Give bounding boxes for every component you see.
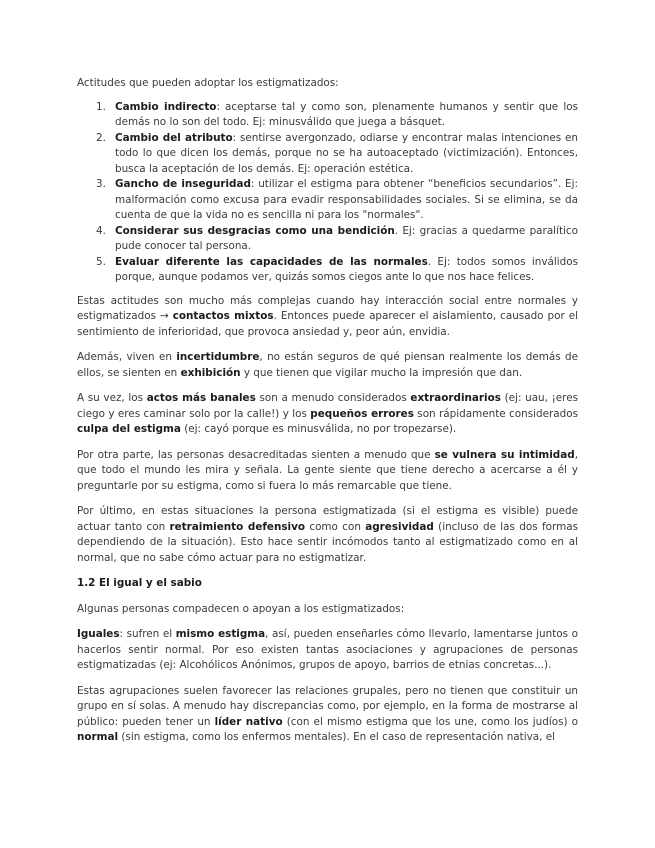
list-item xyxy=(77,100,578,131)
text-run: como con xyxy=(305,520,366,533)
text-run: (incluso de las dos formas dependiendo de la situación). Esto hace sentir incómodos tanto al estigmatizado como en al normal, que no sabe cómo actuar para no estigmatizar. xyxy=(77,520,578,564)
text-run: (ej: cayó porque es minusválida, no por tropezarse). xyxy=(180,423,457,435)
list-item xyxy=(77,224,578,255)
list-item xyxy=(77,177,578,224)
list-text: : sentirse avergonzado, odiarse y encontrar malas intenciones en todo lo que dicen los demás, porque no se ha autoaceptado (victimización). Entonces, busca la aceptación de los demás. Ej: operación estética. xyxy=(115,131,578,175)
paragraph-support: Algunas personas compadecen o apoyan a los estigmatizados: xyxy=(77,602,405,615)
bold-term: culpa del estigma xyxy=(77,423,181,435)
bold-term: actos más banales xyxy=(146,392,256,404)
list-term: Cambio indirecto xyxy=(115,100,217,113)
list-number: 3. xyxy=(96,178,106,190)
bold-term: mismo estigma xyxy=(175,628,266,640)
text-run: son rápidamente considerados xyxy=(413,407,579,420)
list-number: 4. xyxy=(96,224,106,237)
list-term: Gancho de inseguridad xyxy=(115,178,251,190)
paragraph-equals xyxy=(77,627,578,674)
text-run: Estas actitudes son mucho más complejas cuando hay interacción social entre normales y estigmatizados → xyxy=(77,294,578,322)
attitudes-list xyxy=(77,100,578,286)
paragraph-intimacy xyxy=(77,448,578,495)
list-text: : aceptarse tal y como son, plenamente humanos y sentir que los demás no lo son del todo. Ej: minusválido que juega a básquet. xyxy=(115,100,578,128)
text-run: , así, pueden enseñarles cómo llevarlo, lamentarse juntos o hacerlos sentir normal. Por eso existen tantas asociaciones y agrupaciones de personas estigmatizadas (ej: Alcohólicos Anónimos, grupos de apoyo, barrios de etnias concretas...). xyxy=(77,628,579,671)
text-run: y que tienen que vigilar mucho la impresión que dan. xyxy=(240,366,523,379)
paragraph-groups xyxy=(77,684,578,746)
text-run: , no están seguros de qué piensan realmente los demás de ellos, se sienten en xyxy=(77,351,579,379)
text-run: A su vez, los xyxy=(77,392,147,404)
bold-term: pequeños errores xyxy=(310,407,414,420)
bold-term: retraimiento defensivo xyxy=(169,520,306,533)
paragraph-banal-acts xyxy=(77,391,578,438)
text-run: Por otra parte, las personas desacreditadas sienten a menudo que xyxy=(77,448,435,461)
text-run: (sin estigma, como los enfermos mentales). En el caso de representación nativa, el xyxy=(118,731,556,743)
text-run: , que todo el mundo les mira y señala. La gente siente que tiene derecho a acercarse a él y preguntarle por su estigma, como si fuera lo más remarcable que tiene. xyxy=(77,448,578,492)
text-run: Además, viven en xyxy=(77,351,177,363)
list-term: Evaluar diferente las capacidades de las normales xyxy=(115,255,428,268)
paragraph-uncertainty xyxy=(77,350,578,381)
text-run: : sufren el xyxy=(119,628,176,640)
paragraph-mixed-contacts xyxy=(77,294,578,341)
bold-term: contactos mixtos xyxy=(172,310,274,322)
bold-term: se vulnera su intimidad xyxy=(434,448,575,461)
list-term: Cambio del atributo xyxy=(115,131,233,144)
bold-term: extraordinarios xyxy=(410,392,501,404)
list-text: . Ej: todos somos inválidos porque, aunque podamos ver, quizás somos ciegos ante lo que nos hace felices. xyxy=(115,255,578,283)
list-number: 5. xyxy=(96,255,106,268)
list-text: : utilizar el estigma para obtener “beneficios secundarios”. Ej: malformación como excusa para evadir responsabilidades sociales. Si se elimina, se da cuenta de que la vida no es sencilla ni para los "normales". xyxy=(115,178,578,221)
text-run: . Entonces puede aparecer el aislamiento, causado por el sentimiento de inferioridad, que provoca ansiedad y, peor aún, envidia. xyxy=(77,310,579,338)
intro-text: Actitudes que pueden adoptar los estigmatizados: xyxy=(77,77,339,89)
bold-term: Iguales xyxy=(77,628,120,640)
section-heading: 1.2 El igual y el sabio xyxy=(77,577,202,589)
list-item xyxy=(77,255,578,286)
text-run: Por último, en estas situaciones la persona estigmatizada (si el estigma es visible) puede actuar tanto con xyxy=(77,505,578,533)
bold-term: normal xyxy=(77,731,119,743)
bold-term: líder nativo xyxy=(214,715,283,728)
bold-term: exhibición xyxy=(180,366,241,379)
text-run: Estas agrupaciones suelen favorecer las relaciones grupales, pero no tienen que constituir un grupo en sí solas. A menudo hay discrepancias como, por ejemplo, en la forma de mostrarse al público: pueden tener un xyxy=(77,684,578,728)
list-number: 2. xyxy=(96,131,106,144)
paragraph-defensive xyxy=(77,504,578,566)
bold-term: incertidumbre xyxy=(176,351,260,363)
bold-term: agresividad xyxy=(365,520,434,533)
text-run: son a menudo considerados xyxy=(255,392,411,404)
text-run: (ej: uau, ¡eres ciego y eres caminar solo por la calle!) y los xyxy=(77,392,579,420)
list-text: . Ej: gracias a quedarme paralítico pude conocer tal persona. xyxy=(115,224,578,252)
list-number: 1. xyxy=(96,100,106,113)
text-run: (con el mismo estigma que los une, como los judíos) o xyxy=(282,715,579,728)
list-term: Considerar sus desgracias como una bendición xyxy=(115,224,395,237)
list-item xyxy=(77,131,578,178)
